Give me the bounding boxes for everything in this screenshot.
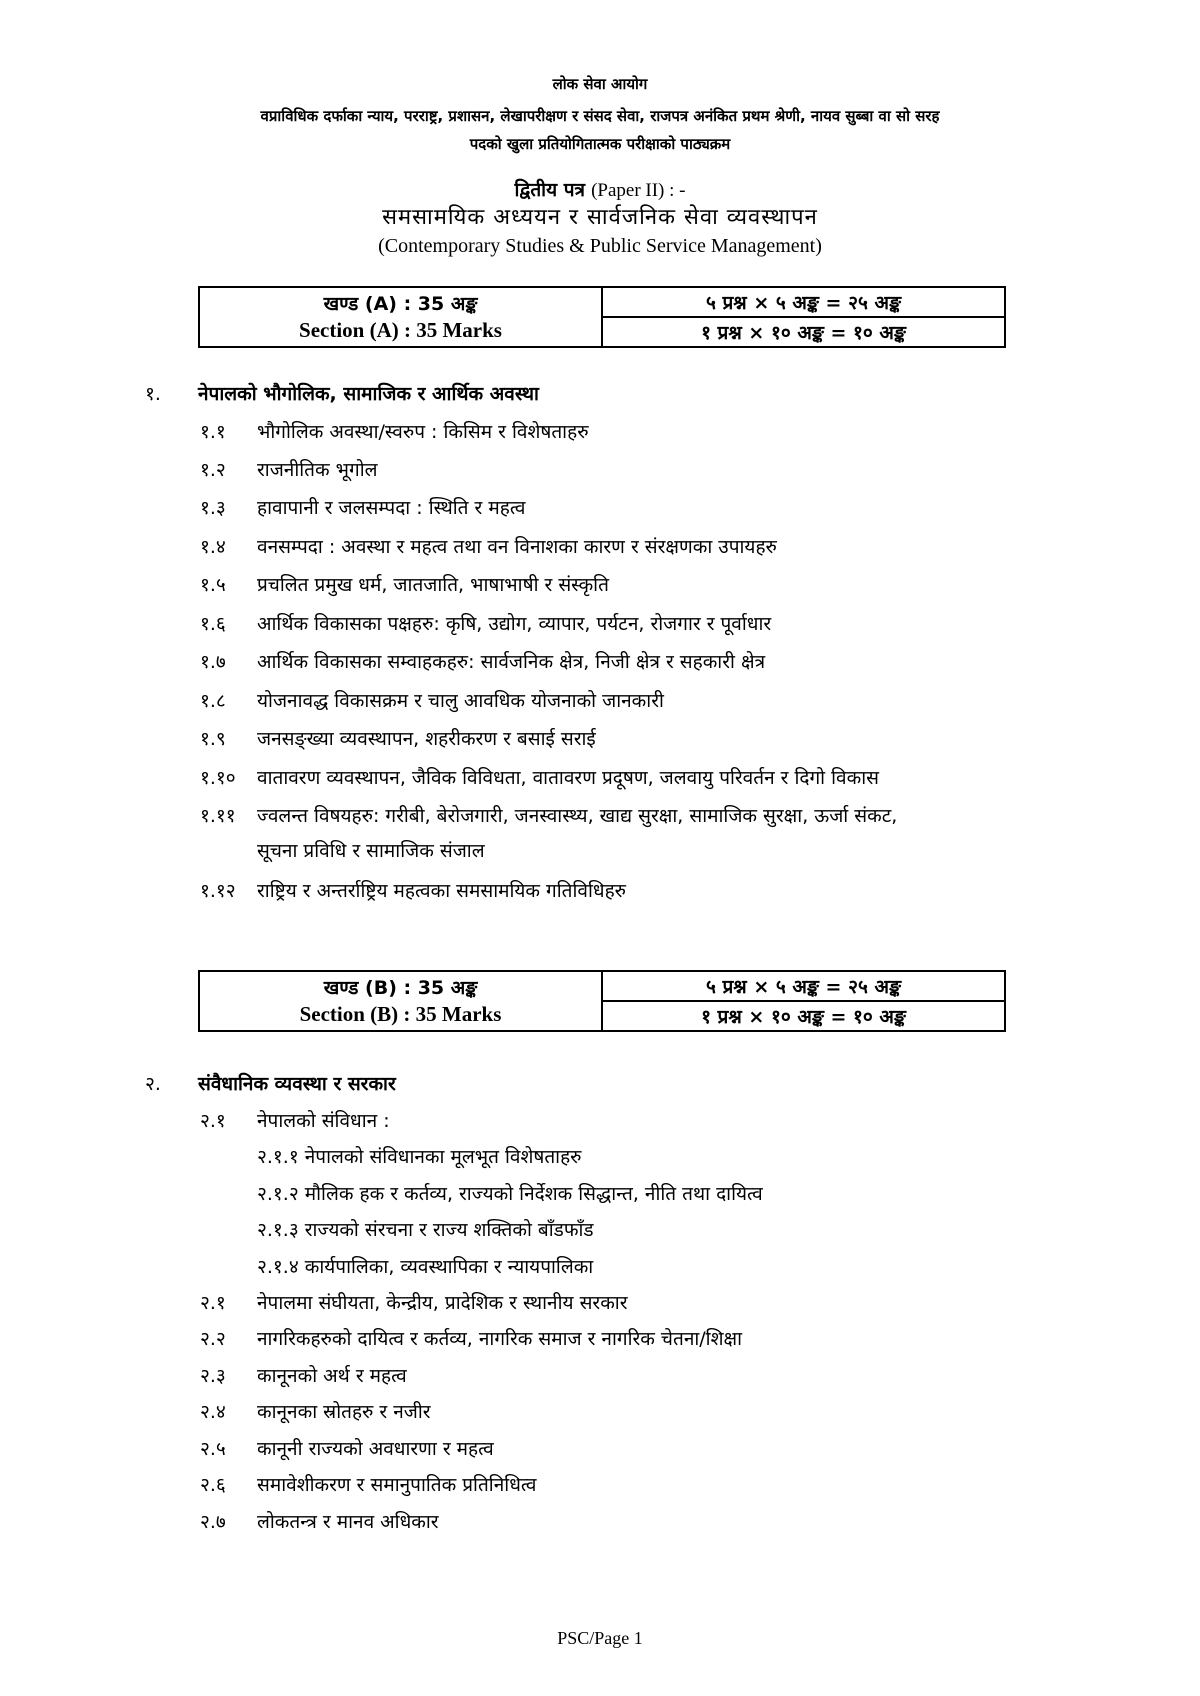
unit2-item-num: २.३	[200, 1365, 226, 1387]
exam-title-line2: पदको खुला प्रतियोगितात्मक परीक्षाको पाठ्यक्रम	[469, 135, 731, 153]
exam-title	[0, 102, 1200, 158]
org-name: लोक सेवा आयोग	[552, 75, 648, 93]
unit2-item-num: २.७	[200, 1511, 226, 1533]
unit1-item-num: १.८	[200, 690, 226, 712]
exam-title-line1: वप्राविधिक दर्फाका न्याय, परराष्ट्र, प्रशासन, लेखापरीक्षण र संसद सेवा, राजपत्र अनंकित प्रथम श्रेणी, नायव सुब्बा वा सो सरह	[260, 107, 940, 125]
page-footer: PSC/Page 1	[557, 1628, 643, 1648]
unit1-item-text: जनसङ्ख्या व्यवस्थापन, शहरीकरण र बसाई सराई	[257, 728, 596, 750]
section-a-marks-row2: १ प्रश्न × १० अङ्क = १० अङ्क	[602, 317, 1005, 347]
unit1-number: १.	[145, 383, 161, 405]
unit2-subitem: २.१.४ कार्यपालिका, व्यवस्थापिका र न्यायपालिका	[257, 1256, 594, 1278]
unit1-item-text: वनसम्पदा : अवस्था र महत्व तथा वन विनाशका कारण र संरक्षणका उपायहरु	[257, 536, 777, 558]
unit2-item-text: कानूनका स्रोतहरु र नजीर	[257, 1401, 431, 1423]
unit1-item-text: ज्वलन्त विषयहरु: गरीबी, बेरोजगारी, जनस्वास्थ्य, खाद्य सुरक्षा, सामाजिक सुरक्षा, ऊर्जा संकट,	[257, 805, 898, 827]
section-b-label-np: खण्ड (B) : 35 अङ्क	[323, 977, 478, 999]
section-b-label	[199, 971, 602, 1031]
unit2-item-text: नागरिकहरुको दायित्व र कर्तव्य, नागरिक समाज र नागरिक चेतना/शिक्षा	[257, 1328, 743, 1350]
unit2-item-num: २.२	[200, 1328, 226, 1350]
unit1-item-num: १.६	[200, 613, 226, 635]
unit1-item-text: प्रचलित प्रमुख धर्म, जातजाति, भाषाभाषी र संस्कृति	[257, 574, 609, 596]
section-a-label-en: Section (A) : 35 Marks	[299, 318, 502, 342]
subject-title-en: (Contemporary Studies & Public Service Management)	[378, 235, 822, 257]
paper-label-en: (Paper II) : -	[591, 180, 686, 201]
paper-label-np: द्वितीय पत्र	[514, 179, 586, 201]
unit1-item-num: १.७	[200, 651, 226, 673]
section-a-label-np: खण्ड (A) : 35 अङ्क	[323, 293, 478, 315]
section-a-marks-table	[198, 286, 1006, 348]
unit1-item-num: १.९	[200, 728, 226, 750]
unit2-item-first-text: नेपालको संविधान :	[257, 1110, 390, 1132]
section-a-marks-row1: ५ प्रश्न × ५ अङ्क = २५ अङ्क	[602, 287, 1005, 317]
unit2-subitem: २.१.३ राज्यको संरचना र राज्य शक्तिको बाँडफाँड	[257, 1219, 594, 1241]
section-b-marks-row1: ५ प्रश्न × ५ अङ्क = २५ अङ्क	[602, 971, 1005, 1001]
unit2-item-text: नेपालमा संघीयता, केन्द्रीय, प्रादेशिक र स्थानीय सरकार	[257, 1292, 628, 1314]
unit1-item-num: १.४	[200, 536, 226, 558]
unit2-subitem: २.१.२ मौलिक हक र कर्तव्य, राज्यको निर्देशक सिद्धान्त, नीति तथा दायित्व	[257, 1183, 763, 1205]
unit1-item-num: १.१	[200, 421, 226, 443]
unit1-item-text: वातावरण व्यवस्थापन, जैविक विविधता, वातावरण प्रदूषण, जलवायु परिवर्तन र दिगो विकास	[257, 767, 879, 789]
unit1-item-num: १.१२	[200, 880, 236, 902]
subject-title-np: समसामयिक अध्ययन र सार्वजनिक सेवा व्यवस्थापन	[382, 205, 818, 230]
unit2-item-text: कानूनको अर्थ र महत्व	[257, 1365, 407, 1387]
unit2-item-text: कानूनी राज्यको अवधारणा र महत्व	[257, 1438, 494, 1460]
unit1-item-num: १.१०	[200, 767, 236, 789]
paper-label	[0, 176, 1200, 202]
section-b-marks-row2: १ प्रश्न × १० अङ्क = १० अङ्क	[602, 1001, 1005, 1031]
unit1-item-text: आर्थिक विकासका सम्वाहकहरु: सार्वजनिक क्षेत्र, निजी क्षेत्र र सहकारी क्षेत्र	[257, 651, 766, 673]
unit1-item-num: १.३	[200, 497, 226, 519]
unit1-item-num: १.२	[200, 459, 226, 481]
unit1-item-text: योजनावद्ध विकासक्रम र चालु आवधिक योजनाको जानकारी	[257, 690, 664, 712]
unit2-item-num: २.४	[200, 1401, 226, 1423]
unit1-item-text: भौगोलिक अवस्था/स्वरुप : किसिम र विशेषताहरु	[257, 421, 589, 443]
unit2-item-num: २.१	[200, 1292, 226, 1314]
section-a-label	[199, 287, 602, 347]
unit1-item-text: राजनीतिक भूगोल	[257, 459, 378, 481]
unit1-item-text: आर्थिक विकासका पक्षहरु: कृषि, उद्योग, व्यापार, पर्यटन, रोजगार र पूर्वाधार	[257, 613, 772, 635]
section-b-marks-table	[198, 970, 1006, 1032]
unit2-subitem: २.१.१ नेपालको संविधानका मूलभूत विशेषताहरु	[257, 1146, 582, 1168]
unit1-item-text: राष्ट्रिय र अन्तर्राष्ट्रिय महत्वका समसामयिक गतिविधिहरु	[257, 880, 627, 902]
unit1-item-text: सूचना प्रविधि र सामाजिक संजाल	[257, 840, 485, 862]
section-b-label-en: Section (B) : 35 Marks	[299, 1002, 502, 1026]
unit2-title: संवैधानिक व्यवस्था र सरकार	[198, 1073, 396, 1095]
unit2-item-text: समावेशीकरण र समानुपातिक प्रतिनिधित्व	[257, 1474, 537, 1496]
unit2-item-first-num: २.१	[200, 1110, 226, 1132]
unit2-item-num: २.६	[200, 1474, 226, 1496]
unit1-item-text: हावापानी र जलसम्पदा : स्थिति र महत्व	[257, 497, 526, 519]
unit1-item-num: १.५	[200, 574, 226, 596]
unit1-title: नेपालको भौगोलिक, सामाजिक र आर्थिक अवस्था	[198, 383, 539, 405]
unit1-item-num: १.११	[200, 805, 236, 827]
unit2-number: २.	[145, 1073, 161, 1095]
unit2-item-num: २.५	[200, 1438, 226, 1460]
unit2-item-text: लोकतन्त्र र मानव अधिकार	[257, 1511, 439, 1533]
